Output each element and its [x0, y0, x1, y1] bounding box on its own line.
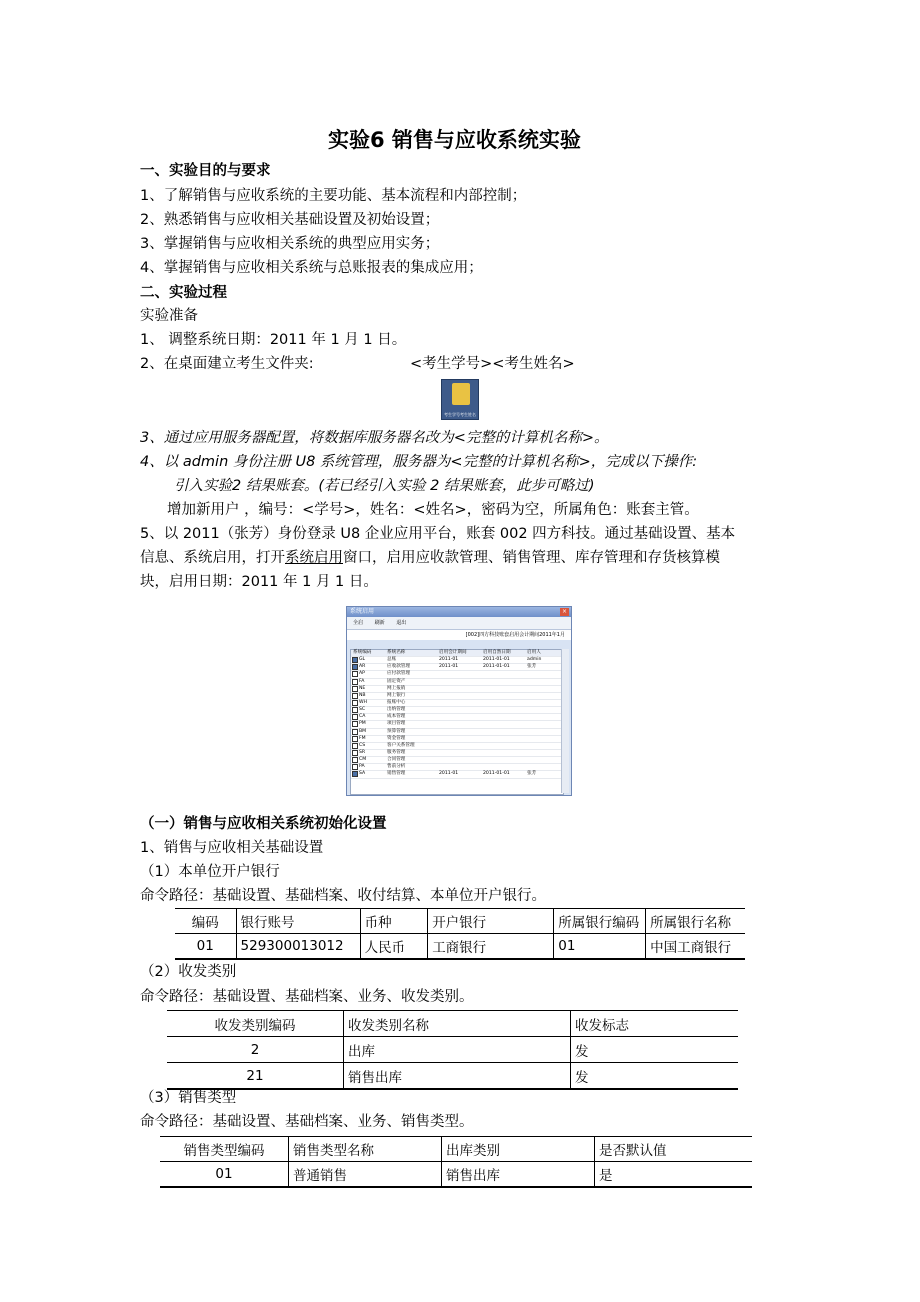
checkbox-icon	[352, 714, 358, 720]
table-row: 01 529300013012 人民币 工商银行 01 中国工商银行	[175, 934, 745, 960]
grid-row: CA 成本管理	[351, 714, 563, 721]
table-row: 01 普通销售 销售出库 是	[160, 1162, 752, 1188]
grid-row: CM 合同管理	[351, 757, 563, 764]
grid-row: CS 客户关系管理	[351, 743, 563, 750]
step-5-line-1: 5、以 2011（张芳）身份登录 U8 企业应用平台，账套 002 四方科技。通过基础设置、基本	[140, 526, 736, 542]
close-icon: ×	[561, 608, 568, 615]
checkbox-icon	[352, 736, 358, 742]
step-3: 3、通过应用服务器配置，将数据库服务器名改为<完整的计算机名称>。	[140, 430, 609, 446]
table-header-row: 编码 银行账号 币种 开户银行 所属银行编码 所属银行名称	[175, 909, 745, 934]
table-header-row: 收发类别编码 收发类别名称 收发标志	[167, 1011, 738, 1037]
step-4-sub: 引入实验2 结果账套。(若已经引入实验 2 结果账套，此步可略过)	[174, 478, 595, 494]
system-enable-link: 系统启用	[285, 550, 343, 566]
checkbox-icon	[352, 700, 358, 706]
checkbox-icon	[352, 693, 358, 699]
step-4-add-user: 增加新用户 ，编号：<学号>，姓名：<姓名>，密码为空，所属角色：账套主管。	[167, 502, 699, 518]
grid-row: PA 售前分析	[351, 764, 563, 771]
checkbox-icon	[352, 757, 358, 763]
part-1-path: 命令路径：基础设置、基础档案、收付结算、本单位开户银行。	[140, 888, 546, 904]
sub-heading-basic: 1、销售与应收相关基础设置	[140, 840, 324, 856]
goal-item: 1、了解销售与应收系统的主要功能、基本流程和内部控制；	[140, 188, 527, 204]
part-3-path: 命令路径：基础设置、基础档案、业务、销售类型。	[140, 1114, 474, 1130]
checkbox-icon	[352, 721, 358, 727]
window-toolbar	[347, 617, 571, 630]
grid-row: WH 报账中心	[351, 700, 563, 707]
toolbar-refresh: 刷新	[374, 620, 385, 626]
grid-row: NE 网上报销	[351, 686, 563, 693]
sales-type-table	[160, 1136, 752, 1188]
section-heading-init: （一）销售与应收相关系统初始化设置	[140, 816, 387, 832]
checkbox-icon	[352, 743, 358, 749]
step-1: 1、 调整系统日期：2011 年 1 月 1 日。	[140, 332, 407, 348]
grid-row: PM 项目管理	[351, 721, 563, 728]
checkbox-icon	[352, 750, 358, 756]
grid-row: AR 应收款管理 2011-01 2011-01-01 张芳	[351, 664, 563, 671]
checked-checkbox-icon	[352, 657, 358, 663]
checkbox-icon	[352, 729, 358, 735]
checkbox-icon	[352, 671, 358, 677]
section-heading-goals: 一、实验目的与要求	[140, 163, 271, 179]
grid-row: AP 应付款管理	[351, 671, 563, 678]
table-header-row: 销售类型编码 销售类型名称 出库类别 是否默认值	[160, 1137, 752, 1162]
toolbar-enable-all: 全启	[353, 620, 364, 626]
grid-row: SC 出纳管理	[351, 707, 563, 714]
bank-table	[175, 908, 745, 960]
window-title: 系统启用	[347, 607, 571, 617]
goal-item: 4、掌握销售与应收相关系统与总账报表的集成应用；	[140, 260, 483, 276]
goal-item: 2、熟悉销售与应收相关基础设置及初始设置；	[140, 212, 440, 228]
step-5-line-3: 块，启用日期：2011 年 1 月 1 日。	[140, 574, 378, 590]
checkbox-icon	[352, 679, 358, 685]
table-row: 21 销售出库 发	[167, 1063, 738, 1090]
grid-row: FA 固定资产	[351, 679, 563, 686]
grid-row: FM 资金管理	[351, 736, 563, 743]
part-3-title: （3）销售类型	[140, 1090, 237, 1106]
checkbox-icon	[352, 686, 358, 692]
system-grid	[350, 649, 564, 795]
grid-row: SR 服务管理	[351, 750, 563, 757]
checked-checkbox-icon	[352, 771, 358, 777]
checked-checkbox-icon	[352, 664, 358, 670]
grid-header: 系统编码 系统名称 启用会计期间 启用自然日期 启用人	[351, 650, 563, 657]
grid-row: SA 销售管理 2011-01 2011-01-01 张芳	[351, 771, 563, 778]
section-heading-process: 二、实验过程	[140, 285, 227, 301]
table-row: 2 出库 发	[167, 1037, 738, 1063]
step-5-line-2: 信息、系统启用，打开系统启用窗口，启用应收款管理、销售管理、库存管理和存货核算模	[140, 550, 720, 566]
category-table	[167, 1010, 738, 1090]
checkbox-icon	[352, 707, 358, 713]
window-info: [002]四方科技账套启用会计期间2011年1月	[347, 630, 571, 640]
prep-label: 实验准备	[140, 308, 198, 324]
grid-scrollbar	[561, 649, 569, 793]
page-title: 实验6 销售与应收系统实验	[328, 128, 581, 152]
checkbox-icon	[352, 764, 358, 770]
part-2-path: 命令路径：基础设置、基础档案、业务、收发类别。	[140, 989, 474, 1005]
step-4: 4、以 admin 身份注册 U8 系统管理，服务器为<完整的计算机名称>，完成以下操作:	[140, 454, 698, 470]
folder-label: 考生学号考生姓名	[444, 412, 476, 417]
part-1-title: （1）本单位开户银行	[140, 864, 280, 880]
goal-item: 3、掌握销售与应收相关系统的典型应用实务；	[140, 236, 440, 252]
grid-row: BM 预算管理	[351, 729, 563, 736]
part-2-title: （2）收发类别	[140, 964, 237, 980]
folder-icon	[441, 379, 479, 420]
grid-row: NB 网上银行	[351, 693, 563, 700]
toolbar-exit: 退出	[396, 620, 407, 626]
step-2: 2、在桌面建立考生文件夹:	[140, 356, 314, 372]
grid-row: GL 总账 2011-01 2011-01-01 admin	[351, 657, 563, 664]
system-enable-screenshot	[346, 606, 572, 796]
step-2-folder-name: <考生学号><考生姓名>	[410, 356, 575, 372]
